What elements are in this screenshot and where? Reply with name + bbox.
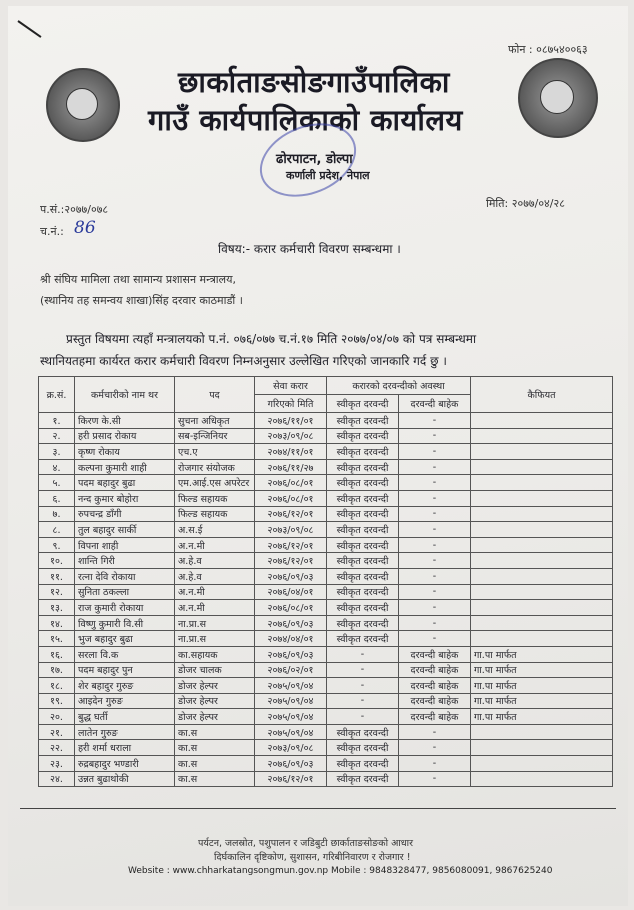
cell-approved: स्वीकृत दरवन्दी: [327, 771, 399, 787]
cell-sn: १४.: [39, 615, 75, 631]
cell-outside: -: [399, 756, 471, 772]
cell-sn: १.: [39, 413, 75, 429]
cell-outside: दरवन्दी बाहेक: [399, 693, 471, 709]
table-row: [39, 475, 613, 491]
table-row: [39, 646, 613, 662]
table-row: [39, 724, 613, 740]
cell-remarks: [471, 756, 613, 772]
table-row: [39, 428, 613, 444]
cell-approved: -: [327, 646, 399, 662]
cell-post: डोजर हेल्पर: [175, 678, 255, 694]
cell-outside: -: [399, 459, 471, 475]
cell-remarks: [471, 506, 613, 522]
header-date-line1: सेवा करार: [255, 377, 327, 395]
cell-name: विपना शाही: [75, 537, 175, 553]
cell-remarks: [471, 568, 613, 584]
cell-date: २०७५/०९/०४: [255, 709, 327, 725]
cell-remarks: [471, 537, 613, 553]
cell-approved: स्वीकृत दरवन्दी: [327, 756, 399, 772]
cell-name: कृष्ण रोकाय: [75, 444, 175, 460]
body-line1: प्रस्तुत विषयमा त्यहाँ मन्त्रालयको प.नं. ०७६/०७७ च.नं.१७ मिति २०७७/०४/०७ को पत्र सम्बन्धमा: [66, 332, 477, 346]
cell-post: का.स: [175, 740, 255, 756]
office-title-line1: छार्काताङसोङगाउँपालिका: [178, 65, 450, 99]
table-row: [39, 662, 613, 678]
recipient-line2: (स्थानिय तह समन्वय शाखा)सिंह दरवार काठमाडौं ।: [40, 294, 243, 307]
cell-name: रत्ना देवि रोकाया: [75, 568, 175, 584]
cell-name: रुद्रबहादुर भण्डारी: [75, 756, 175, 772]
footer-contact: Website : www.chharkatangsongmun.gov.np Mobile : 9848328477, 9856080091, 9867625240: [128, 866, 553, 876]
cell-name: किरण के.सी: [75, 413, 175, 429]
cell-sn: २२.: [39, 740, 75, 756]
cell-approved: -: [327, 709, 399, 725]
cell-approved: स्वीकृत दरवन्दी: [327, 615, 399, 631]
cell-outside: -: [399, 475, 471, 491]
cell-approved: स्वीकृत दरवन्दी: [327, 568, 399, 584]
cell-name: विष्णु कुमारी वि.सी: [75, 615, 175, 631]
cell-remarks: [471, 475, 613, 491]
cell-date: २०७५/०९/०४: [255, 724, 327, 740]
cell-name: राज कुमारी रोकाया: [75, 600, 175, 616]
cell-remarks: [471, 771, 613, 787]
cell-outside: -: [399, 522, 471, 538]
cell-name: पदम बहादुर बुढा: [75, 475, 175, 491]
cell-outside: -: [399, 553, 471, 569]
table-row: [39, 444, 613, 460]
cell-post: फिल्ड सहायक: [175, 506, 255, 522]
cell-post: अ.हे.व: [175, 553, 255, 569]
cell-date: २०७६/१२/०१: [255, 506, 327, 522]
cell-approved: स्वीकृत दरवन्दी: [327, 600, 399, 616]
cell-name: सुनिता ठकल्ला: [75, 584, 175, 600]
cell-post: का.स: [175, 771, 255, 787]
table-row: [39, 693, 613, 709]
header-status-approved: स्वीकृत दरवन्दी: [327, 395, 399, 413]
cell-date: २०७६/०९/०३: [255, 568, 327, 584]
cell-approved: स्वीकृत दरवन्दी: [327, 413, 399, 429]
table-row: [39, 522, 613, 538]
cell-approved: स्वीकृत दरवन्दी: [327, 459, 399, 475]
cell-date: २०७६/१२/०१: [255, 537, 327, 553]
cell-outside: -: [399, 631, 471, 647]
table-row: [39, 631, 613, 647]
cell-remarks: [471, 522, 613, 538]
cell-date: २०७४/११/०१: [255, 444, 327, 460]
cell-name: बुद्ध घर्ती: [75, 709, 175, 725]
office-address: ढोरपाटन, डोल्पा: [276, 152, 353, 167]
cell-post: अ.हे.व: [175, 568, 255, 584]
cell-remarks: [471, 631, 613, 647]
cell-sn: १८.: [39, 678, 75, 694]
cell-date: २०७३/०९/०८: [255, 740, 327, 756]
cell-remarks: [471, 428, 613, 444]
cell-remarks: [471, 584, 613, 600]
cell-sn: १९.: [39, 693, 75, 709]
table-row: [39, 553, 613, 569]
cell-remarks: गा.पा मार्फत: [471, 662, 613, 678]
cell-approved: स्वीकृत दरवन्दी: [327, 631, 399, 647]
cell-outside: -: [399, 615, 471, 631]
cell-remarks: [471, 553, 613, 569]
cell-post: रोजगार संयोजक: [175, 459, 255, 475]
cell-sn: ७.: [39, 506, 75, 522]
cell-approved: -: [327, 662, 399, 678]
cell-remarks: [471, 459, 613, 475]
municipality-logo-icon: [518, 58, 598, 138]
cell-remarks: [471, 490, 613, 506]
cell-approved: स्वीकृत दरवन्दी: [327, 522, 399, 538]
cell-name: पदम बहादुर पुन: [75, 662, 175, 678]
cell-sn: ९.: [39, 537, 75, 553]
header-date-line2: गरिएको मिति: [255, 395, 327, 413]
phone-number: फोन : ०८७५४००६३: [508, 43, 588, 56]
cell-remarks: [471, 600, 613, 616]
cell-sn: २०.: [39, 709, 75, 725]
letter-page: [8, 6, 628, 906]
cell-remarks: [471, 444, 613, 460]
office-title-line2: गाउँ कार्यपालिकाको कार्यालय: [148, 103, 463, 137]
cell-approved: स्वीकृत दरवन्दी: [327, 444, 399, 460]
cell-post: का.सहायक: [175, 646, 255, 662]
footer-slogan-line1: पर्यटन, जलस्रोत, पशुपालन र जडिबुटी छार्काताङसोङको आधार: [198, 838, 413, 849]
cell-date: २०७६/११/२७: [255, 459, 327, 475]
cell-date: २०७४/०४/०१: [255, 631, 327, 647]
cell-sn: ८.: [39, 522, 75, 538]
table-row: [39, 490, 613, 506]
cell-name: तुल बहादुर सार्की: [75, 522, 175, 538]
cell-date: २०७५/०९/०४: [255, 693, 327, 709]
cell-post: का.स: [175, 724, 255, 740]
table-row: [39, 756, 613, 772]
cell-approved: स्वीकृत दरवन्दी: [327, 506, 399, 522]
cell-remarks: गा.पा मार्फत: [471, 646, 613, 662]
table-row: [39, 413, 613, 429]
table-row: [39, 459, 613, 475]
table-row: [39, 600, 613, 616]
reference-number: प.सं.:२०७७/०७८: [40, 203, 109, 216]
cell-post: अ.न.मी: [175, 537, 255, 553]
cell-outside: -: [399, 444, 471, 460]
cell-sn: २३.: [39, 756, 75, 772]
cell-name: रुपचन्द्र डाँगी: [75, 506, 175, 522]
cell-date: २०७६/०९/०३: [255, 615, 327, 631]
header-remarks: कैफियत: [471, 377, 613, 413]
header-post: पद: [175, 377, 255, 413]
cell-date: २०७६/०९/०३: [255, 756, 327, 772]
cell-sn: ५.: [39, 475, 75, 491]
cell-post: सुचना अधिकृत: [175, 413, 255, 429]
table-row: [39, 568, 613, 584]
cell-sn: २१.: [39, 724, 75, 740]
cell-approved: स्वीकृत दरवन्दी: [327, 428, 399, 444]
footer-slogan-line2: दिर्घकालिन दृष्टिकोण, सुशासन, गरिबीनिवारण र रोजगार !: [214, 852, 411, 863]
cell-approved: स्वीकृत दरवन्दी: [327, 537, 399, 553]
table-row: [39, 506, 613, 522]
table-row: [39, 771, 613, 787]
cell-outside: -: [399, 740, 471, 756]
letter-subject: विषय:- करार कर्मचारी विवरण सम्बन्धमा ।: [218, 242, 401, 256]
cell-outside: दरवन्दी बाहेक: [399, 646, 471, 662]
cell-remarks: गा.पा मार्फत: [471, 709, 613, 725]
cell-sn: १५.: [39, 631, 75, 647]
cell-outside: -: [399, 600, 471, 616]
cell-date: २०७५/०९/०४: [255, 678, 327, 694]
cell-outside: दरवन्दी बाहेक: [399, 709, 471, 725]
header-status-group: करारको दरवन्दीको अवस्था: [327, 377, 471, 395]
recipient-line1: श्री संघिय मामिला तथा सामान्य प्रशासन मन्त्रालय,: [40, 273, 236, 286]
cell-name: शान्ति गिरी: [75, 553, 175, 569]
cell-outside: -: [399, 724, 471, 740]
cell-outside: -: [399, 568, 471, 584]
cell-name: शेर बहादुर गुरुङ: [75, 678, 175, 694]
cell-sn: ३.: [39, 444, 75, 460]
table-row: [39, 537, 613, 553]
cell-name: आइदेन गुरुङ: [75, 693, 175, 709]
cell-approved: स्वीकृत दरवन्दी: [327, 490, 399, 506]
cell-name: भुज बहादुर बुढा: [75, 631, 175, 647]
cell-outside: -: [399, 537, 471, 553]
cell-name: लातेन गुरुङ: [75, 724, 175, 740]
staff-table: [38, 376, 613, 787]
cell-name: कल्पना कुमारी शाही: [75, 459, 175, 475]
cell-sn: ४.: [39, 459, 75, 475]
cell-post: डोजर हेल्पर: [175, 693, 255, 709]
cell-approved: स्वीकृत दरवन्दी: [327, 553, 399, 569]
cell-post: अ.न.मी: [175, 600, 255, 616]
cell-remarks: [471, 615, 613, 631]
cell-post: डोजर हेल्पर: [175, 709, 255, 725]
cell-approved: स्वीकृत दरवन्दी: [327, 475, 399, 491]
cell-name: हरी शर्मा धराला: [75, 740, 175, 756]
cell-sn: १०.: [39, 553, 75, 569]
header-status-outside: दरवन्दी बाहेक: [399, 395, 471, 413]
chalani-number: 86: [74, 218, 96, 238]
footer-divider: [20, 808, 616, 809]
cell-outside: -: [399, 428, 471, 444]
cell-approved: स्वीकृत दरवन्दी: [327, 724, 399, 740]
office-province: कर्णाली प्रदेश, नेपाल: [286, 169, 370, 182]
cell-outside: -: [399, 490, 471, 506]
table-row: [39, 678, 613, 694]
cell-date: २०७६/०९/०३: [255, 646, 327, 662]
cell-date: २०७६/०४/०१: [255, 584, 327, 600]
cell-post: ना.प्रा.स: [175, 631, 255, 647]
table-row: [39, 709, 613, 725]
cell-date: २०७३/०९/०८: [255, 522, 327, 538]
cell-date: २०७६/०२/०१: [255, 662, 327, 678]
cell-post: डोजर चालक: [175, 662, 255, 678]
header-name: कर्मचारीको नाम थर: [75, 377, 175, 413]
nepal-emblem-icon: [46, 68, 120, 142]
cell-date: २०७६/०८/०१: [255, 490, 327, 506]
cell-date: २०७३/०९/०८: [255, 428, 327, 444]
cell-name: हरी प्रसाद रोकाय: [75, 428, 175, 444]
cell-post: फिल्ड सहायक: [175, 490, 255, 506]
cell-sn: ११.: [39, 568, 75, 584]
cell-sn: २.: [39, 428, 75, 444]
cell-post: एम.आई.एस अपरेटर: [175, 475, 255, 491]
cell-name: सरला वि.क: [75, 646, 175, 662]
cell-remarks: [471, 740, 613, 756]
cell-sn: १७.: [39, 662, 75, 678]
cell-remarks: गा.पा मार्फत: [471, 678, 613, 694]
cell-date: २०७६/१२/०१: [255, 771, 327, 787]
cell-outside: दरवन्दी बाहेक: [399, 678, 471, 694]
cell-approved: -: [327, 678, 399, 694]
cell-date: २०७६/०८/०१: [255, 600, 327, 616]
cell-outside: -: [399, 506, 471, 522]
pen-mark: [17, 20, 41, 38]
cell-date: २०७६/०८/०१: [255, 475, 327, 491]
cell-outside: दरवन्दी बाहेक: [399, 662, 471, 678]
cell-post: ना.प्रा.स: [175, 615, 255, 631]
cell-approved: -: [327, 693, 399, 709]
cell-date: २०७६/११/०१: [255, 413, 327, 429]
cell-sn: १३.: [39, 600, 75, 616]
cell-post: का.स: [175, 756, 255, 772]
table-row: [39, 584, 613, 600]
cell-approved: स्वीकृत दरवन्दी: [327, 740, 399, 756]
cell-approved: स्वीकृत दरवन्दी: [327, 584, 399, 600]
cell-remarks: गा.पा मार्फत: [471, 693, 613, 709]
letter-date: मिति: २०७७/०४/२८: [486, 197, 565, 210]
cell-post: सब-इन्जिनियर: [175, 428, 255, 444]
cell-name: नन्द कुमार बोहोरा: [75, 490, 175, 506]
cell-sn: ६.: [39, 490, 75, 506]
cell-remarks: [471, 724, 613, 740]
cell-outside: -: [399, 413, 471, 429]
cell-outside: -: [399, 584, 471, 600]
cell-outside: -: [399, 771, 471, 787]
body-line2: स्थानियतहमा कार्यरत करार कर्मचारी विवरण निम्नअनुसार उल्लेखित गरिएको जानकारि गर्द छु ।: [40, 354, 447, 368]
table-row: [39, 740, 613, 756]
cell-name: उन्नत बुढाथोकी: [75, 771, 175, 787]
cell-sn: १२.: [39, 584, 75, 600]
cell-post: अ.स.ई: [175, 522, 255, 538]
cell-date: २०७६/१२/०१: [255, 553, 327, 569]
chalani-label: च.नं.:: [40, 225, 64, 238]
cell-remarks: [471, 413, 613, 429]
cell-sn: १६.: [39, 646, 75, 662]
cell-post: एच.ए: [175, 444, 255, 460]
header-sn: क्र.सं.: [39, 377, 75, 413]
cell-sn: २४.: [39, 771, 75, 787]
table-row: [39, 615, 613, 631]
cell-post: अ.न.मी: [175, 584, 255, 600]
